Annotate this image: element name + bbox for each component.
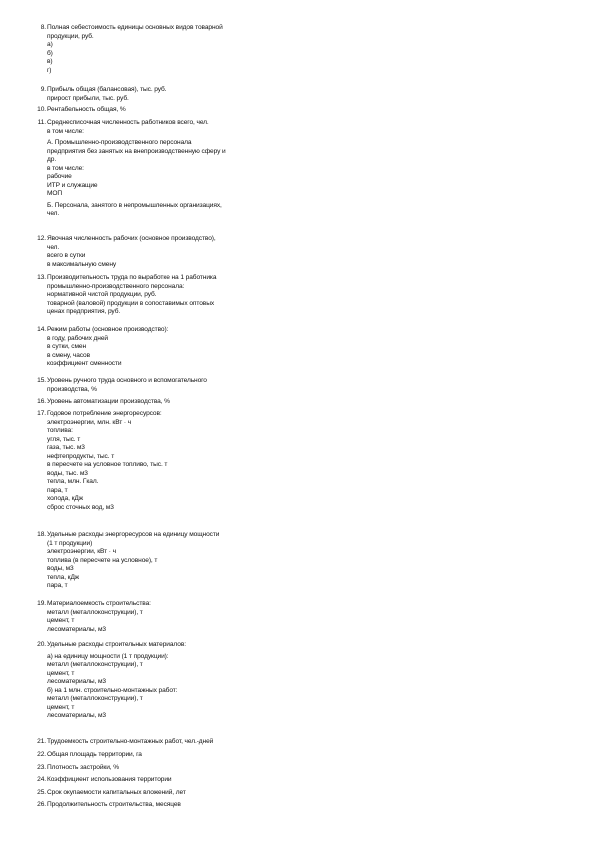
item-line: холода, кДж xyxy=(47,495,84,502)
item-line: Годовое потребление энергоресурсов: xyxy=(47,410,162,417)
item-text xyxy=(47,738,287,747)
item-text xyxy=(47,641,287,721)
item-number: 25. xyxy=(37,789,46,796)
item-line: газа, тыс. м3 xyxy=(47,444,85,451)
item-number: 10. xyxy=(37,106,46,113)
item-text xyxy=(47,410,287,512)
item-line: товарной (валовой) продукции в сопоставимых оптовых xyxy=(47,299,215,307)
item-number: 15. xyxy=(37,377,46,384)
item-line: чел. xyxy=(47,210,60,217)
item-line: Уровень ручного труда основного и вспомогательного xyxy=(47,377,207,384)
item-line: б) на 1 млн. строительно-монтажных работ: xyxy=(47,686,178,694)
item-line: в) xyxy=(47,58,53,65)
item-line: нормативной чистой продукции, руб. xyxy=(47,291,157,298)
item-number: 12. xyxy=(37,235,46,242)
item-line: в сутки, смен xyxy=(47,343,87,350)
item-line: металл (металлоконструкции), т xyxy=(47,695,143,702)
item-line: в смену, часов xyxy=(47,351,91,359)
item-number: 11. xyxy=(37,119,46,126)
item-line: предприятия без занятых на внепроизводственную сферу и xyxy=(47,147,226,155)
item-line: продукции, руб. xyxy=(47,32,94,40)
item-text xyxy=(47,235,287,269)
item-number: 14. xyxy=(37,326,46,333)
item-text xyxy=(47,764,287,773)
item-line: Продолжительность строительства, месяцев xyxy=(47,801,181,808)
item-line: в году, рабочих дней xyxy=(47,334,108,342)
item-line: тепла, кДж xyxy=(47,573,80,581)
item-text xyxy=(47,801,287,810)
item-line: промышленно-производственного персонала: xyxy=(47,282,185,290)
item-line: а) на единицу мощности (1 т продукции): xyxy=(47,652,169,660)
item-line: ИТР и служащие xyxy=(47,181,98,189)
item-text xyxy=(47,531,287,591)
item-line: лесоматериалы, м3 xyxy=(47,625,106,633)
item-line: Прибыль общая (балансовая), тыс. руб. xyxy=(47,86,167,93)
item-line: Трудоемкость строительно-монтажных работ, чел.-дней xyxy=(47,738,214,745)
item-line: МОП xyxy=(47,190,63,197)
item-line: лесоматериалы, м3 xyxy=(47,712,106,719)
item-line: (1 т продукции) xyxy=(47,539,93,547)
item-line: топлива (в пересчете на условное), т xyxy=(47,556,158,564)
item-line: воды, м3 xyxy=(47,565,74,572)
item-number: 21. xyxy=(37,738,46,745)
item-text xyxy=(47,377,287,394)
item-line: металл (металлоконструкции), т xyxy=(47,661,143,668)
item-number: 24. xyxy=(37,776,46,783)
item-number: 18. xyxy=(37,531,46,538)
item-number: 19. xyxy=(37,600,46,607)
item-line: цемент, т xyxy=(47,669,75,677)
item-line: др. xyxy=(47,156,57,163)
item-line: Б. Персонала, занятого в непромышленных организациях, xyxy=(47,201,222,209)
item-line: Общая площадь территории, га xyxy=(47,751,142,758)
item-line: Явочная численность рабочих (основное производство), xyxy=(47,235,216,242)
item-line: в том числе: xyxy=(47,127,84,135)
item-line: пара, т xyxy=(47,486,68,494)
item-line: Срок окупаемости капитальных вложений, лет xyxy=(47,789,186,796)
item-line: производства, % xyxy=(47,385,97,393)
item-line: б) xyxy=(47,49,53,57)
item-text xyxy=(47,24,287,75)
item-line: в максимальную смену xyxy=(47,260,117,268)
item-number: 20. xyxy=(37,641,46,648)
item-line: угля, тыс. т xyxy=(47,435,81,443)
item-line: Режим работы (основное производство): xyxy=(47,326,169,333)
item-line: Удельные расходы энергоресурсов на единицу мощности xyxy=(47,531,220,538)
item-number: 22. xyxy=(37,751,46,758)
item-line: всего в сутки xyxy=(47,252,86,259)
item-line: цемент, т xyxy=(47,617,75,624)
item-line: пара, т xyxy=(47,582,68,589)
item-text xyxy=(47,326,287,369)
item-line: рабочие xyxy=(47,173,72,180)
item-line: чел. xyxy=(47,243,60,251)
item-text xyxy=(47,789,287,798)
item-text xyxy=(47,106,287,115)
item-line: а) xyxy=(47,41,53,48)
item-line: коэффициент сменности xyxy=(47,360,122,367)
item-line: сброс сточных вод, м3 xyxy=(47,503,114,511)
item-text xyxy=(47,398,287,407)
item-line: цемент, т xyxy=(47,703,75,711)
item-line: Производительность труда по выработке на 1 работника xyxy=(47,274,217,281)
item-text xyxy=(47,776,287,785)
item-line: Удельные расходы строительных материалов: xyxy=(47,641,186,648)
item-line: электроэнергии, кВт · ч xyxy=(47,548,116,555)
item-line: электроэнергии, млн. кВт · ч xyxy=(47,418,132,426)
item-line: нефтепродукты, тыс. т xyxy=(47,452,115,460)
item-number: 9. xyxy=(40,86,46,93)
item-number: 13. xyxy=(37,274,46,281)
item-line: прирост прибыли, тыс. руб. xyxy=(47,94,129,102)
item-line: в пересчете на условное топливо, тыс. т xyxy=(47,461,168,468)
item-line: Коэффициент использования территории xyxy=(47,776,172,783)
item-line: Плотность застройки, % xyxy=(47,764,120,771)
item-line: лесоматериалы, м3 xyxy=(47,678,106,685)
item-line: Уровень автоматизации производства, % xyxy=(47,398,170,405)
item-text xyxy=(47,751,287,760)
item-text xyxy=(47,600,287,634)
item-line: А. Промышленно-производственного персонала xyxy=(47,139,192,146)
item-line: г) xyxy=(47,66,52,74)
item-line: тепла, млн. Гкал. xyxy=(47,478,99,485)
item-line: Рентабельность общая, % xyxy=(47,106,126,113)
item-line: топлива: xyxy=(47,427,73,434)
item-text xyxy=(47,119,287,219)
item-text xyxy=(47,86,287,103)
item-text xyxy=(47,274,287,317)
item-line: Материалоемкость строительства: xyxy=(47,600,151,607)
item-line: в том числе: xyxy=(47,164,84,172)
item-line: ценах предприятия, руб. xyxy=(47,308,121,315)
item-number: 16. xyxy=(37,398,46,405)
item-line: Полная себестоимость единицы основных видов товарной xyxy=(47,24,223,31)
item-number: 23. xyxy=(37,764,46,771)
item-number: 17. xyxy=(37,410,46,417)
item-number: 8. xyxy=(40,24,46,31)
item-line: металл (металлоконструкции), т xyxy=(47,608,143,616)
item-line: воды, тыс. м3 xyxy=(47,469,88,477)
item-number: 26. xyxy=(37,801,46,808)
item-line: Среднесписочная численность работников всего, чел. xyxy=(47,119,209,126)
